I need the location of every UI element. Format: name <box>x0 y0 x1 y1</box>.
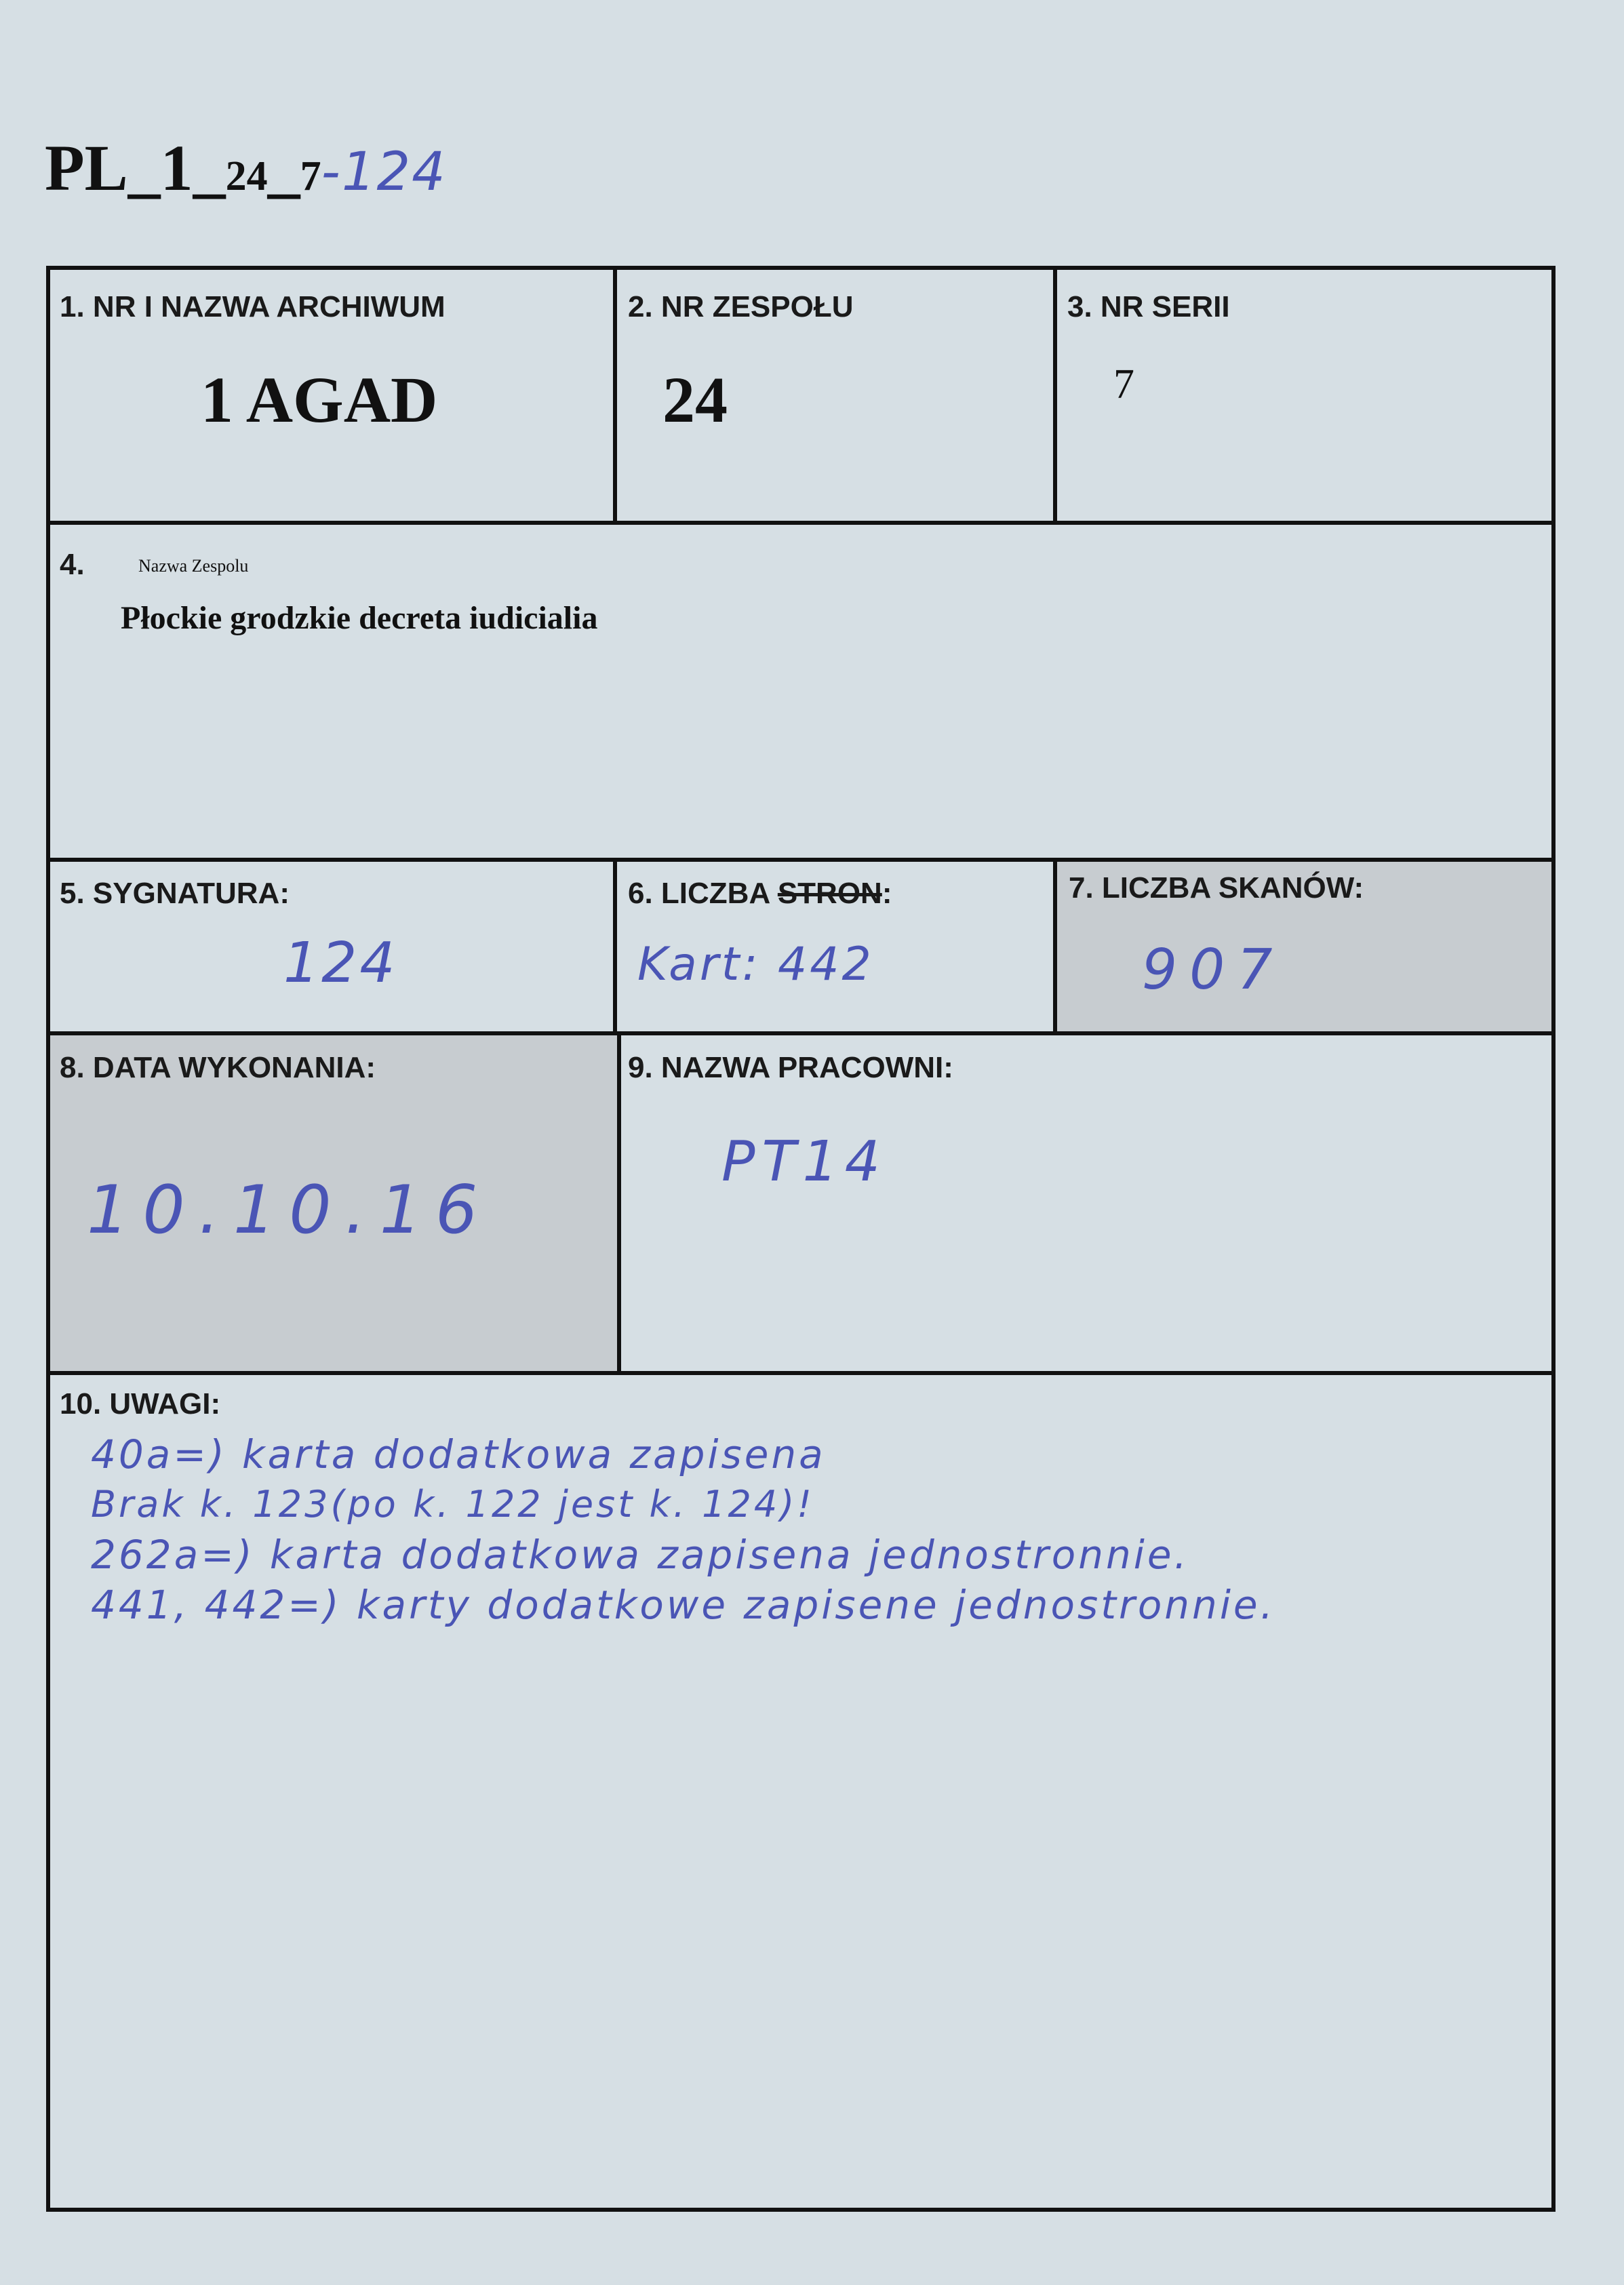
note-line-4: 441, 442=) karty dodatkowe zapisene jednostronnie. <box>91 1582 1276 1628</box>
col-divider-row4 <box>617 1031 621 1371</box>
field-6-label <box>628 877 892 911</box>
row-divider-1 <box>50 521 1551 525</box>
field-10-notes <box>91 1429 1275 1630</box>
field-6-label-colon: : <box>882 877 892 910</box>
code-separator: _ <box>267 132 300 204</box>
field-9-label: 9. NAZWA PRACOWNI: <box>628 1051 953 1084</box>
row-divider-3 <box>50 1031 1551 1035</box>
code-prefix: PL_1_ <box>45 132 226 204</box>
col-divider-row3-a <box>613 858 617 1031</box>
field-8-value: 10.10.16 <box>87 1172 492 1249</box>
field-1-value: 1 AGAD <box>201 363 438 436</box>
field-7-value: 907 <box>1142 938 1285 1002</box>
document-code <box>45 130 447 205</box>
code-handwritten: -124 <box>321 142 447 203</box>
field-7-label: 7. LICZBA SKANÓW: <box>1069 871 1364 905</box>
field-3-label: 3. NR SERII <box>1067 290 1230 323</box>
code-seria: 7 <box>300 153 321 199</box>
field-4-value: Płockie grodzkie decreta iudicialia <box>121 600 598 636</box>
note-line-3: 262a=) karta dodatkowa zapisena jednostronnie. <box>91 1532 1189 1578</box>
field-10-label: 10. UWAGI: <box>60 1387 221 1420</box>
field-5-label: 5. SYGNATURA: <box>60 877 290 910</box>
field-9-value: PT14 <box>721 1130 887 1194</box>
row-divider-2 <box>50 858 1551 862</box>
field-2-value: 24 <box>662 363 728 436</box>
col-divider-row1-a <box>613 270 617 521</box>
field-6-label-struck: STRON <box>777 877 882 910</box>
field-2-label: 2. NR ZESPOŁU <box>628 290 854 323</box>
archive-form <box>46 266 1556 2212</box>
field-8-label: 8. DATA WYKONANIA: <box>60 1051 376 1084</box>
row-divider-4 <box>50 1371 1551 1375</box>
col-divider-row3-b <box>1053 858 1057 1031</box>
code-zespol: 24 <box>225 153 268 199</box>
note-line-2: Brak k. 123(po k. 122 jest k. 124)! <box>91 1483 814 1526</box>
field-1-label: 1. NR I NAZWA ARCHIWUM <box>60 290 445 323</box>
field-5-value: 124 <box>283 931 398 995</box>
field-4-sublabel: Nazwa Zespolu <box>138 556 249 576</box>
note-line-1: 40a=) karta dodatkowa zapisena <box>91 1431 826 1477</box>
field-4-number: 4. <box>60 548 85 581</box>
field-3-value: 7 <box>1113 361 1134 408</box>
field-6-label-main: 6. LICZBA <box>628 877 778 910</box>
field-6-value: Kart: 442 <box>637 938 874 991</box>
col-divider-row1-b <box>1053 270 1057 521</box>
